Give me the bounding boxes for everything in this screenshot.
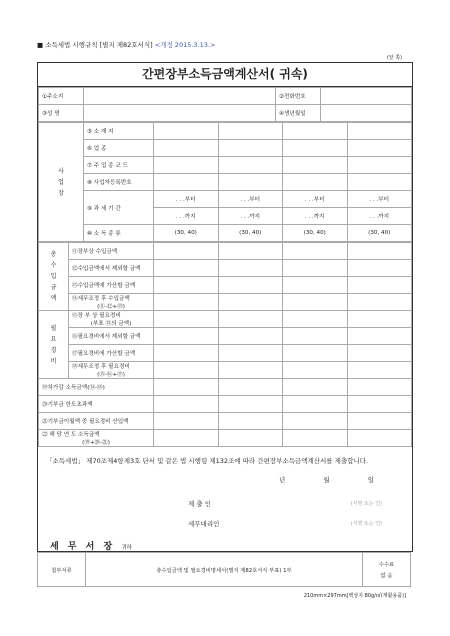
row-13-c1[interactable] (154, 277, 219, 294)
birth-field[interactable] (321, 105, 412, 122)
row-19-c4[interactable] (347, 379, 412, 396)
row-16-c2[interactable] (218, 328, 283, 345)
row-15-c2[interactable] (218, 311, 283, 328)
form-title: 간편장부소득금액계산서( 귀속) (38, 63, 412, 87)
row-20-c1[interactable] (154, 396, 219, 413)
industry-field-2[interactable] (218, 140, 283, 157)
row-20-c3[interactable] (283, 396, 348, 413)
submitter-label: 제 출 인 (188, 500, 211, 508)
birth-label: ④생년월일 (276, 105, 321, 122)
row-16-c1[interactable] (154, 328, 219, 345)
row-11-c1[interactable] (154, 243, 219, 260)
fee-value: 없 음 (380, 573, 393, 579)
form-frame (37, 62, 413, 552)
phone-field[interactable] (321, 88, 412, 105)
row-18-c1[interactable] (154, 362, 219, 379)
row-18-c4[interactable] (347, 362, 412, 379)
row-18-c3[interactable] (283, 362, 348, 379)
business-group-label: 사 업 장 (39, 123, 84, 242)
reg-no-field-4[interactable] (347, 174, 412, 191)
row-12-c1[interactable] (154, 260, 219, 277)
row-14-c3[interactable] (283, 294, 348, 311)
row-16-label: ⑯필요경비에서 제외할 금액 (69, 328, 154, 345)
row-17-c1[interactable] (154, 345, 219, 362)
row-17-c3[interactable] (283, 345, 348, 362)
agent-sign-note[interactable]: (서명 또는 인) (350, 521, 382, 527)
reg-no-field-2[interactable] (218, 174, 283, 191)
row-14-c2[interactable] (218, 294, 283, 311)
row-11-c2[interactable] (218, 243, 283, 260)
income-type-label: ⑩ 소 득 종 류 (84, 225, 154, 242)
period-from-3[interactable]: . . .부터 (283, 191, 348, 208)
submitter-sign-note[interactable]: (서명 또는 인) (350, 501, 382, 507)
row-18-c2[interactable] (218, 362, 283, 379)
row-14-c1[interactable] (154, 294, 219, 311)
row-22-c2[interactable] (218, 430, 283, 447)
industry-label: ⑥ 업 종 (84, 140, 154, 157)
attachment-content: 총수입금액 및 필요경비명세서(별지 제82호서식 부표) 1부 (86, 553, 363, 587)
form-header (37, 40, 215, 49)
regulation-text: ■ 소득세법 시행규칙 [별지 제82호서식] (37, 41, 153, 49)
location-field-1[interactable] (154, 123, 219, 140)
row-12-c4[interactable] (347, 260, 412, 277)
row-14-label: ⑭세무조정 후 수입금액 (⑪-⑫+⑬) (69, 294, 154, 311)
industry-field-4[interactable] (347, 140, 412, 157)
row-11-c4[interactable] (347, 243, 412, 260)
location-field-3[interactable] (283, 123, 348, 140)
row-18-label: ⑱세무조정 후 필요경비 (⑮-⑯+⑰) (69, 362, 154, 379)
attachment-table (37, 552, 411, 587)
period-to-4[interactable]: . . .까지 (347, 208, 412, 225)
address-label: ①주소지 (39, 88, 84, 105)
period-from-1[interactable]: . . .부터 (154, 191, 219, 208)
row-21-label: ㉑기부금이월액 중 필요경비 산입액 (39, 413, 154, 430)
fee-cell (363, 553, 411, 587)
row-13-c2[interactable] (218, 277, 283, 294)
income-type-3[interactable]: (30, 40) (283, 225, 348, 242)
phone-label: ②전화번호 (276, 88, 321, 105)
expense-group-label: 필 요 경 비 (39, 311, 69, 379)
agent-label: 세무대리인 (188, 520, 220, 528)
location-field-2[interactable] (218, 123, 283, 140)
revenue-group-label: 총 수 입 금 액 (39, 243, 69, 311)
paper-spec: 210mm×297mm[백상지 80g/㎡(재활용품)] (303, 593, 406, 599)
row-22-c1[interactable] (154, 430, 219, 447)
row-19-c1[interactable] (154, 379, 219, 396)
fee-label: 수수료 (378, 562, 395, 568)
row-22-c3[interactable] (283, 430, 348, 447)
period-from-2[interactable]: . . .부터 (218, 191, 283, 208)
attachment-label: 첨부서류 (38, 553, 86, 587)
personal-table (38, 87, 412, 122)
amount-table (38, 242, 412, 447)
row-12-label: ⑫수입금액에서 제외할 금액 (69, 260, 154, 277)
recipient: 세 무 서 장 귀하 (50, 542, 132, 552)
reg-no-field-1[interactable] (154, 174, 219, 191)
row-15-c3[interactable] (283, 311, 348, 328)
date-line[interactable]: 년 월 일 (279, 476, 392, 484)
reg-no-field-3[interactable] (283, 174, 348, 191)
row-14-c4[interactable] (347, 294, 412, 311)
industry-code-field-1[interactable] (154, 157, 219, 174)
row-11-c3[interactable] (283, 243, 348, 260)
row-12-c2[interactable] (218, 260, 283, 277)
period-to-1[interactable]: . . .까지 (154, 208, 219, 225)
name-label: ③성 명 (39, 105, 84, 122)
row-13-c4[interactable] (347, 277, 412, 294)
revision-text: <개정 2015.3.13.> (154, 41, 216, 49)
address-field[interactable] (84, 88, 276, 105)
industry-code-field-4[interactable] (347, 157, 412, 174)
row-11-label: ⑪장부상 수입금액 (69, 243, 154, 260)
industry-code-label: ⑦ 주 업 종 코 드 (84, 157, 154, 174)
industry-code-field-2[interactable] (218, 157, 283, 174)
industry-field-1[interactable] (154, 140, 219, 157)
business-table (38, 122, 412, 242)
row-22-label: ㉒ 해 당 연 도 소득금액 (⑲+⑳-㉑) (39, 430, 154, 447)
row-22-c4[interactable] (347, 430, 412, 447)
row-19-label: ⑲차가감 소득금액(⑭-⑱) (39, 379, 154, 396)
row-15-label: ⑮장 부 상 필요경비 (부표 ⑬의 금액) (69, 311, 154, 328)
period-to-3[interactable]: . . .까지 (283, 208, 348, 225)
row-21-c4[interactable] (347, 413, 412, 430)
period-label: ⑨ 과 세 기 간 (84, 191, 154, 225)
row-21-c1[interactable] (154, 413, 219, 430)
name-field[interactable] (84, 105, 276, 122)
row-19-c3[interactable] (283, 379, 348, 396)
row-13-label: ⑬수입금액에 가산할 금액 (69, 277, 154, 294)
row-12-c3[interactable] (283, 260, 348, 277)
row-15-c1[interactable] (154, 311, 219, 328)
row-21-c2[interactable] (218, 413, 283, 430)
income-type-1[interactable]: (30, 40) (154, 225, 219, 242)
row-16-c4[interactable] (347, 328, 412, 345)
row-19-c2[interactable] (218, 379, 283, 396)
side-label: (앞 쪽) (386, 55, 402, 61)
row-13-c3[interactable] (283, 277, 348, 294)
reg-no-label: ⑧ 사업자등록번호 (84, 174, 154, 191)
location-field-4[interactable] (347, 123, 412, 140)
row-17-c4[interactable] (347, 345, 412, 362)
location-label: ⑤ 소 재 지 (84, 123, 154, 140)
signature-block (38, 467, 412, 551)
period-from-4[interactable]: . . .부터 (347, 191, 412, 208)
row-21-c3[interactable] (283, 413, 348, 430)
income-type-2[interactable]: (30, 40) (218, 225, 283, 242)
period-to-2[interactable]: . . .까지 (218, 208, 283, 225)
income-type-4[interactable]: (30, 40) (347, 225, 412, 242)
row-17-c2[interactable] (218, 345, 283, 362)
row-16-c3[interactable] (283, 328, 348, 345)
declaration-text: 「소득세법」 제70조제4항제3호 단서 및 같은 법 시행령 제132조에 따라 간편장부소득금액계산서를 제출합니다. (46, 457, 369, 465)
industry-code-field-3[interactable] (283, 157, 348, 174)
row-15-c4[interactable] (347, 311, 412, 328)
row-20-label: ⑳기부금 한도초과액 (39, 396, 154, 413)
row-17-label: ⑰필요경비에 가산할 금액 (69, 345, 154, 362)
row-20-c4[interactable] (347, 396, 412, 413)
row-20-c2[interactable] (218, 396, 283, 413)
industry-field-3[interactable] (283, 140, 348, 157)
